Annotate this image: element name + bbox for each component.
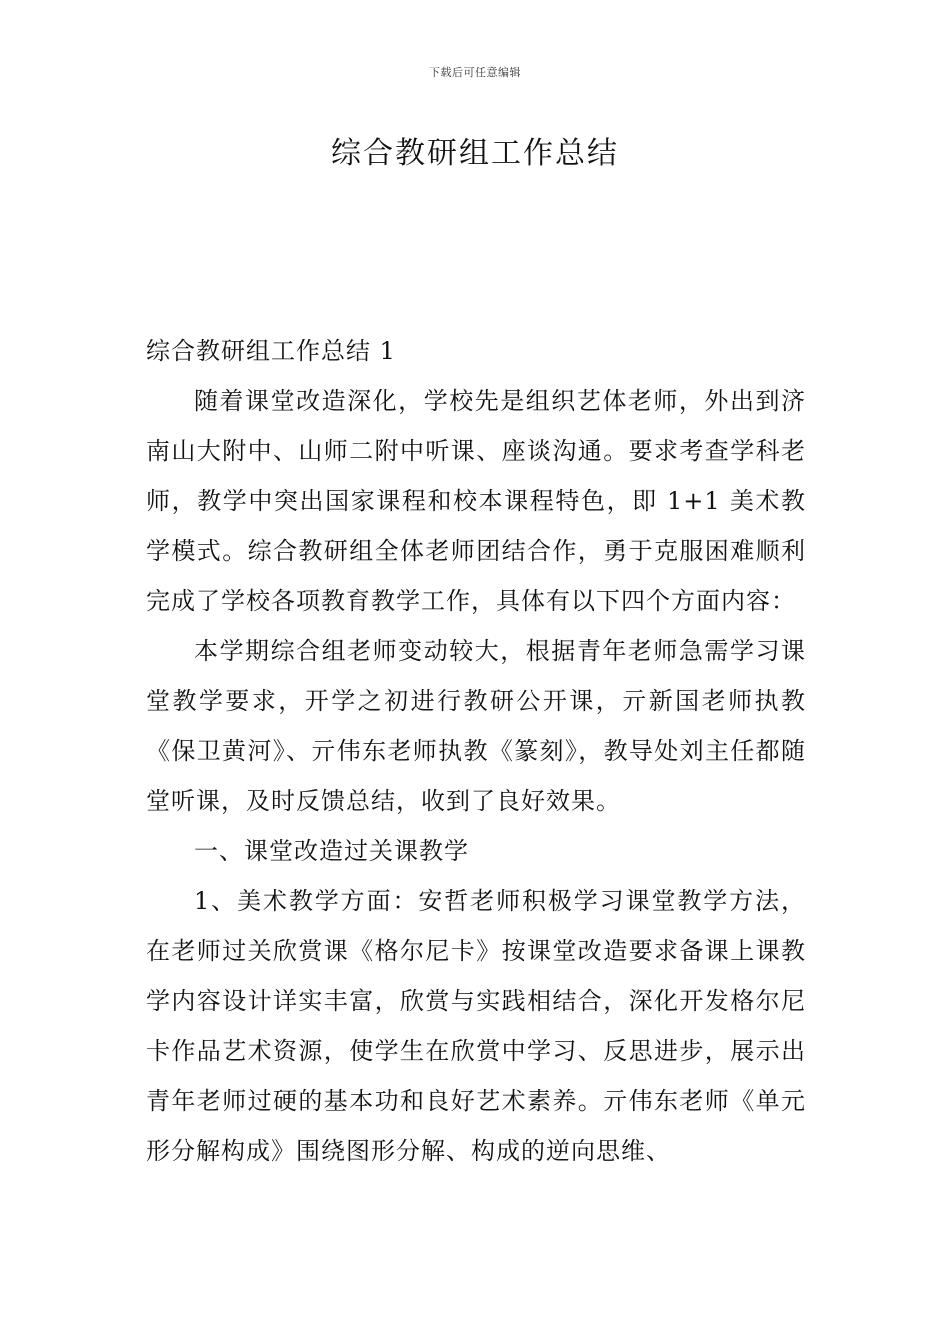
section-heading: 综合教研组工作总结 1 <box>146 337 396 365</box>
paragraph-teacher-changes: 本学期综合组老师变动较大，根据青年老师急需学习课堂教学要求，开学之初进行教研公开课，亓新国老师执教《保卫黄河》、亓伟东老师执教《篆刻》，教导处刘主任都随堂听课，及时反馈总结，收到了良好效果。 <box>146 637 806 815</box>
subheading-classroom-reform: 一、课堂改造过关课教学 <box>194 837 469 865</box>
paragraph-art-teaching: 1、美术教学方面：安哲老师积极学习课堂教学方法，在老师过关欣赏课《格尔尼卡》按课堂改造要求备课上课教学内容设计详实丰富，欣赏与实践相结合，深化开发格尔尼卡作品艺术资源，使学生在欣赏中学习、反思进步，展示出青年老师过硬的基本功和良好艺术素养。亓伟东老师《单元形分解构成》围绕图形分解、构成的逆向思维、 <box>146 887 806 1165</box>
paragraph-intro: 随着课堂改造深化，学校先是组织艺体老师，外出到济南山大附中、山师二附中听课、座谈沟通。要求考查学科老师，教学中突出国家课程和校本课程特色，即 1+1 美术教学模式。综合教研组全体老师团结合作，勇于克服困难顺利完成了学校各项教育教学工作，具体有以下四个方面内容： <box>146 387 806 615</box>
document-body <box>146 326 806 1176</box>
header-note: 下载后可任意编辑 <box>429 66 521 79</box>
document-title: 综合教研组工作总结 <box>331 136 619 171</box>
